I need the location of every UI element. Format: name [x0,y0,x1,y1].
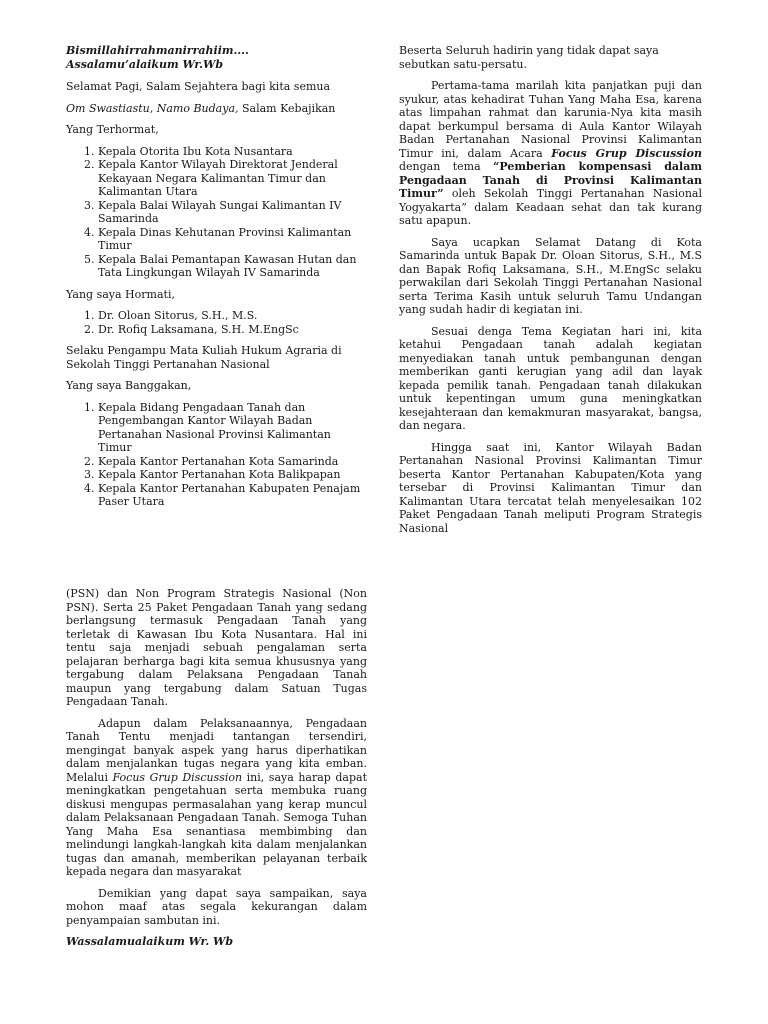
list-item: 2. Kepala Kantor Wilayah Direktorat Jenderal Kekayaan Negara Kalimantan Timur dan Kalimantan Utara [98,158,367,199]
paragraph-adapun [66,717,367,879]
yang-hormati-heading: Yang saya Hormati, [66,287,175,301]
paragraph-text: Pertama-tama marilah kita panjatkan puji dan syukur, atas kehadirat Tuhan Yang Maha Esa, karena atas limpahan rahmat dan karunia-Nya kita masih dapat berkumpul bersama di Aula Kantor Wilayah Badan Pertanahan Nasional Provinsi Kalimantan Timur ini, dalam Acara [399,79,702,160]
om-swastiastu-italic: Om Swastiastu, Namo Budaya, [66,101,239,115]
list-item: 1. Dr. Oloan Sitorus, S.H., M.S. [98,309,367,323]
closing-wassalam: Wassalamualaikum Wr. Wb [66,935,234,948]
list-item: 4. Kepala Kantor Pertanahan Kabupaten Penajam Paser Utara [98,482,367,509]
list-item: 4. Kepala Dinas Kehutanan Provinsi Kalimantan Timur [98,226,367,253]
list-item: 1. Kepala Bidang Pengadaan Tanah dan Pengembangan Kantor Wilayah Badan Pertanahan Nasional Provinsi Kalimantan Timur [98,401,367,455]
respected-guests-list [66,309,367,336]
salam-line: Assalamu’alaikum Wr.Wb [66,57,224,71]
paragraph-pertama [399,79,702,228]
opening-greeting [66,44,367,71]
left-column-top [66,44,367,517]
om-swastiastu-rest: Salam Kebajikan [238,101,336,115]
honored-guests-list [66,145,367,280]
paragraph-text: Adapun dalam Pelaksanaannya, Pengadaan Tanah Tentu menjadi tantangan tersendiri, mengingat banyak aspek yang harus diperhatikan dalam menjalankan tugas negara yang kita emban. Melalui [66,716,367,784]
paragraph-selamat-datang: Saya ucapkan Selamat Datang di Kota Samarinda untuk Bapak Dr. Oloan Sitorus, S.H., M.S dan Bapak Rofiq Laksamana, S.H., M.EngSc selaku perwakilan dari Sekolah Tinggi Pertanahan Nasional serta Terima Kasih untuk seluruh Tamu Undangan yang sudah hadir di kegiatan ini. [399,235,702,316]
paragraph-psn-continued: (PSN) dan Non Program Strategis Nasional (Non PSN). Serta 25 Paket Pengadaan Tanah yang sedang berlangsung termasuk Pengadaan Tanah yang terletak di Kawasan Ibu Kota Nusantara. Hal ini tentu saja menjadi sebuah pengalaman serta pelajaran berharga bagi kita semua khususnya yang tergabung dalam Pelaksana Pengadaan Tanah maupun yang tergabung dalam Satuan Tugas Pengadaan Tanah. [66,587,367,708]
list-item: 2. Dr. Rofiq Laksamana, S.H. M.EngSc [98,323,367,337]
bismillah-line: Bismillahirrahmanirrahiim.... [66,44,249,57]
yang-banggakan-heading: Yang saya Banggakan, [66,379,192,392]
paragraph-demikian: Demikian yang dapat saya sampaikan, saya mohon maaf atas segala kekurangan dalam penyampaian sambutan ini. [66,886,367,927]
selamat-pagi-line: Selamat Pagi, Salam Sejahtera bagi kita semua [66,80,331,93]
list-item: 5. Kepala Balai Pemantapan Kawasan Hutan dan Tata Lingkungan Wilayah IV Samarinda [98,253,367,280]
paragraph-tema-kegiatan: Sesuai denga Tema Kegiatan hari ini, kita ketahui Pengadaan tanah adalah kegiatan menyediakan tanah untuk pembangunan dengan memberikan ganti kerugian yang adil dan layak kepada pemilik tanah. Pengadaan tanah dilakukan untuk kepentingan umum guna meningkatkan kesejahteraan dan kemakmuran masyarakat, bangsa, dan negara. [399,324,702,432]
left-column-bottom [66,587,367,957]
list-item: 3. Kepala Kantor Pertanahan Kota Balikpapan [98,468,367,482]
om-swastiastu-line [66,102,367,116]
list-item: 1. Kepala Otorita Ibu Kota Nusantara [98,145,367,159]
paragraph-text: oleh Sekolah Tinggi Pertanahan Nasional Yogyakarta” dalam Keadaan sehat dan tak kurang satu apapun. [399,187,702,227]
right-column-top [399,44,702,543]
theme-title: “Pemberian kompensasi dalam Pengadaan Tanah di Provinsi Kalimantan Timur” [399,160,702,200]
beserta-paragraph: Beserta Seluruh hadirin yang tidak dapat saya sebutkan satu-persatu. [399,44,659,71]
fgd-emphasis: Focus Grup Discussion [551,146,702,160]
paragraph-text: ini, saya harap dapat meningkatkan pengetahuan serta membuka ruang diskusi mengupas permasalahan yang kerap muncul dalam Pelaksanaan Pengadaan Tanah. Semoga Tuhan Yang Maha Esa senantiasa membimbing dan melindungi langkah-langkah kita dalam menjalankan tugas dan amanah, memberikan pelayanan terbaik kepada negara dan masyarakat [66,770,368,878]
selaku-paragraph: Selaku Pengampu Mata Kuliah Hukum Agraria di Sekolah Tinggi Pertanahan Nasional [66,344,342,371]
fgd-emphasis: Focus Grup Discussion [112,770,243,784]
yang-terhormat-heading: Yang Terhormat, [66,123,159,136]
paragraph-hingga-saat-ini: Hingga saat ini, Kantor Wilayah Badan Pertanahan Nasional Provinsi Kalimantan Timur beserta Kantor Pertanahan Kabupaten/Kota yang tersebar di Provinsi Kalimantan Timur dan Kalimantan Utara tercatat telah menyelesaikan 102 Paket Pengadaan Tanah meliputi Program Strategis Nasional [399,440,702,535]
proud-guests-list [66,401,367,509]
list-item: 2. Kepala Kantor Pertanahan Kota Samarinda [98,455,367,469]
list-item: 3. Kepala Balai Wilayah Sungai Kalimantan IV Samarinda [98,199,367,226]
paragraph-text: dengan tema [399,160,494,173]
